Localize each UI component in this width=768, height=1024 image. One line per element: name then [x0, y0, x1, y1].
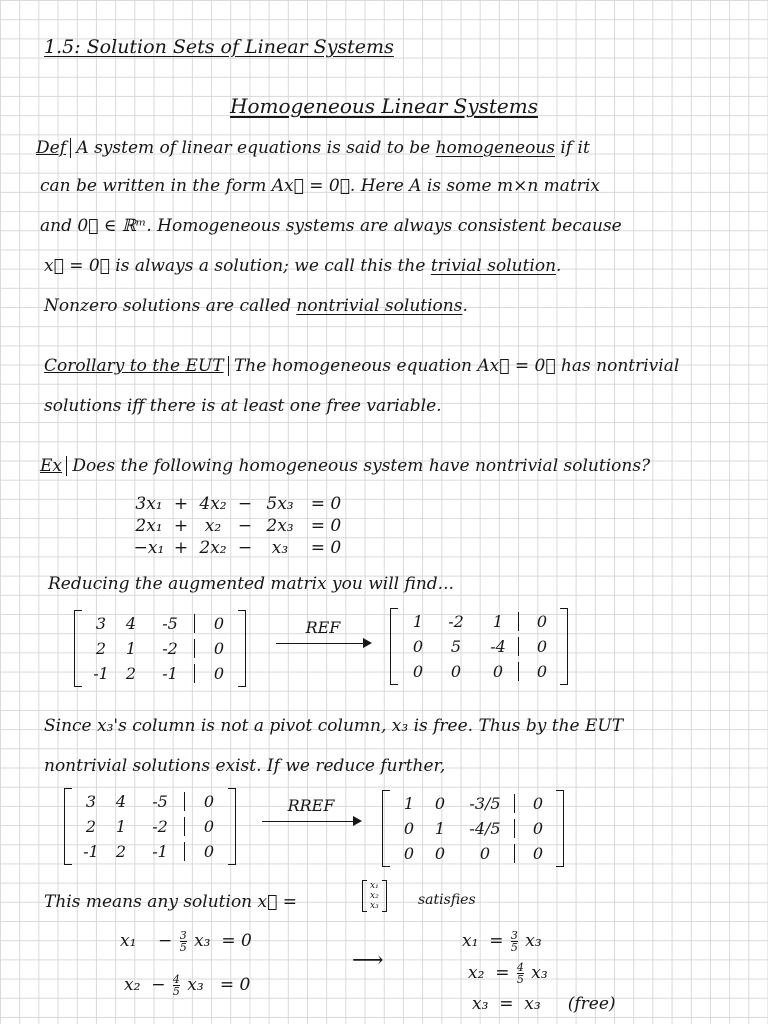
equation-right-1: x₁ = $\frac{3}{5}$ x₃: [462, 929, 542, 954]
augmented-matrix: 3 4 -5 0 2 1 -2 0 -1 2 -1 0: [74, 610, 246, 687]
since-line-1: Since x₃'s column is not a pivot column, x₃ is free. Thus by the EUT: [44, 716, 624, 736]
equation-right-3: x₃ = x₃ (free): [472, 994, 616, 1014]
ref-arrow: [276, 618, 370, 644]
ref-label: REF: [305, 618, 341, 637]
equation-left-2: x₂ − $\frac{4}{5}$ x₃ = 0: [124, 973, 251, 998]
definition-line-5: Nonzero solutions are called nontrivial solutions.: [44, 296, 468, 316]
solution-vector: x₁ x₂ x₃: [362, 880, 387, 912]
equation-left-1: x₁ − $\frac{3}{5}$ x₃ = 0: [120, 929, 252, 954]
implies-arrow: ⟶: [352, 948, 384, 973]
corollary-label: Corollary to the EUT: [44, 356, 229, 376]
ref-matrix: 1 -2 1 0 0 5 -4 0 0 0 0 0: [390, 608, 568, 685]
corollary-line-2: solutions iff there is at least one free variable.: [44, 396, 442, 416]
section-title: Homogeneous Linear Systems: [230, 94, 538, 118]
definition-line-3: and 0⃗ ∈ ℝᵐ. Homogeneous systems are always consistent because: [40, 216, 622, 236]
rref-label: RREF: [287, 796, 335, 815]
reducing-text: Reducing the augmented matrix you will find...: [48, 574, 454, 594]
trivial-solution-term: trivial solution: [430, 256, 557, 276]
definition-line-1: Def A system of linear equations is said to be homogeneous if it: [36, 138, 590, 158]
page-title: 1.5: Solution Sets of Linear Systems: [44, 36, 394, 58]
definition-line-2: can be written in the form Ax⃗ = 0⃗. Here A is some m×n matrix: [40, 176, 600, 196]
nontrivial-solutions-term: nontrivial solutions: [296, 296, 463, 316]
linear-system: 3x₁ + 4x₂ − 5x₃ = 0 2x₁ + x₂ − 2x₃ = 0 −x₁ + 2x₂ − x₃ = 0: [133, 494, 342, 558]
free-note: (free): [567, 994, 616, 1014]
equation-right-2: x₂ = $\frac{4}{5}$ x₃: [468, 961, 548, 986]
rref-arrow: [262, 796, 360, 822]
means-text: This means any solution x⃗ =: [44, 892, 297, 912]
since-line-2: nontrivial solutions exist. If we reduce further,: [44, 756, 446, 776]
corollary-line-1: Corollary to the EUT The homogeneous equation Ax⃗ = 0⃗ has nontrivial: [44, 356, 680, 376]
definition-label: Def: [36, 138, 71, 158]
rref-matrix: 1 0 -3/5 0 0 1 -4/5 0 0 0 0 0: [382, 790, 564, 867]
example-label: Ex: [40, 456, 67, 476]
augmented-matrix-rref: 3 4 -5 0 2 1 -2 0 -1 2 -1 0: [64, 788, 236, 865]
homogeneous-term: homogeneous: [435, 138, 555, 158]
example-question: Ex Does the following homogeneous system have nontrivial solutions?: [40, 456, 651, 476]
definition-line-4: x⃗ = 0⃗ is always a solution; we call this the trivial solution.: [44, 256, 562, 276]
satisfies-text: satisfies: [418, 892, 476, 908]
